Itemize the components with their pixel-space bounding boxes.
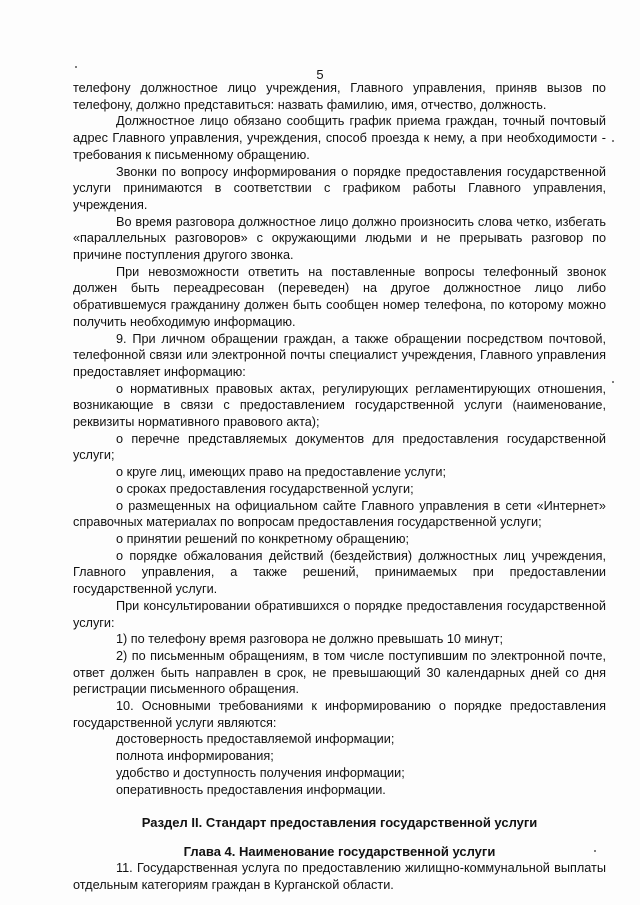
paragraph-list [73, 80, 606, 798]
paragraph: Во время разговора должностное лицо должно произносить слова четко, избегать «параллельных разговоров» с окружающими людьми и не прерывать разговор по причине поступления другого звонка. [73, 214, 606, 263]
paragraph: о принятии решений по конкретному обращению; [116, 531, 410, 546]
paragraph: При невозможности ответить на поставленные вопросы телефонный звонок должен быть переадресован (переведен) на другое должностное лицо либо обратившемуся гражданину должен быть сообщен номер телефона, по которому можно получить необходимую информацию. [73, 264, 606, 329]
paragraph: о порядке обжалования действий (бездействия) должностных лиц учреждения, Главного управления, а также решений, принимаемых при предоставлении государственной услуги. [73, 548, 606, 597]
scan-speck [612, 140, 614, 142]
paragraph: удобство и доступность получения информации; [116, 765, 405, 780]
scan-speck [594, 850, 596, 852]
section-heading: Раздел II. Стандарт предоставления государственной услуги [141, 815, 538, 831]
paragraph: о перечне представляемых документов для предоставления государственной услуги; [73, 431, 606, 463]
paragraph: 9. При личном обращении граждан, а также обращении посредством почтовой, телефонной связи или электронной почты специалист учреждения, Главного управления предоставляет информацию: [73, 331, 606, 379]
paragraph: 10. Основными требованиями к информированию о порядке предоставления государственной услуги являются: [73, 699, 606, 730]
page-number: 5 [316, 67, 324, 82]
paragraph: Должностное лицо обязано сообщить график приема граждан, точный почтовый адрес Главного управления, учреждения, способ проезда к нему, а при необходимости - требования к письменному обращению. [73, 114, 606, 162]
paragraph: о нормативных правовых актах, регулирующих регламентирующих отношения, возникающие в связи с предоставлением государственной услуги (наименование, реквизиты нормативного правового акта); [73, 381, 606, 430]
paragraph: о размещенных на официальном сайте Главного управления в сети «Интернет» справочных материалах по вопросам предоставления государственной услуги; [73, 498, 606, 530]
paragraph: полнота информирования; [116, 749, 274, 764]
scan-speck [75, 66, 77, 68]
paragraph: о круге лиц, имеющих право на предоставление услуги; [116, 465, 446, 480]
paragraph: 2) по письменным обращениям, в том числе поступившим по электронной почте, ответ должен быть направлен в срок, не превышающий 30 календарных дней со дня регистрации письменного обращения. [73, 648, 606, 697]
paragraph: При консультировании обратившихся о порядке предоставления государственной услуги: [73, 598, 606, 630]
final-paragraph: 11. Государственная услуга по предоставлению жилищно-коммунальной выплаты отдельным категориям граждан в Курганской области. [73, 861, 606, 892]
document-body [73, 80, 606, 894]
paragraph: 1) по телефону время разговора не должно превышать 10 минут; [116, 632, 503, 647]
chapter-heading: Глава 4. Наименование государственной услуги [183, 844, 496, 860]
scan-speck [612, 381, 614, 383]
paragraph: телефону должностное лицо учреждения, Главного управления, приняв вызов по телефону, должно представиться: назвать фамилию, имя, отчество, должность. [73, 81, 606, 112]
paragraph: оперативность предоставления информации. [116, 782, 386, 797]
paragraph: о сроках предоставления государственной услуги; [116, 481, 414, 496]
paragraph: достоверность предоставляемой информации; [116, 732, 395, 747]
paragraph: Звонки по вопросу информирования о порядке предоставления государственной услуги принимаются в соответствии с графиком работы Главного управления, учреждения. [73, 164, 606, 212]
